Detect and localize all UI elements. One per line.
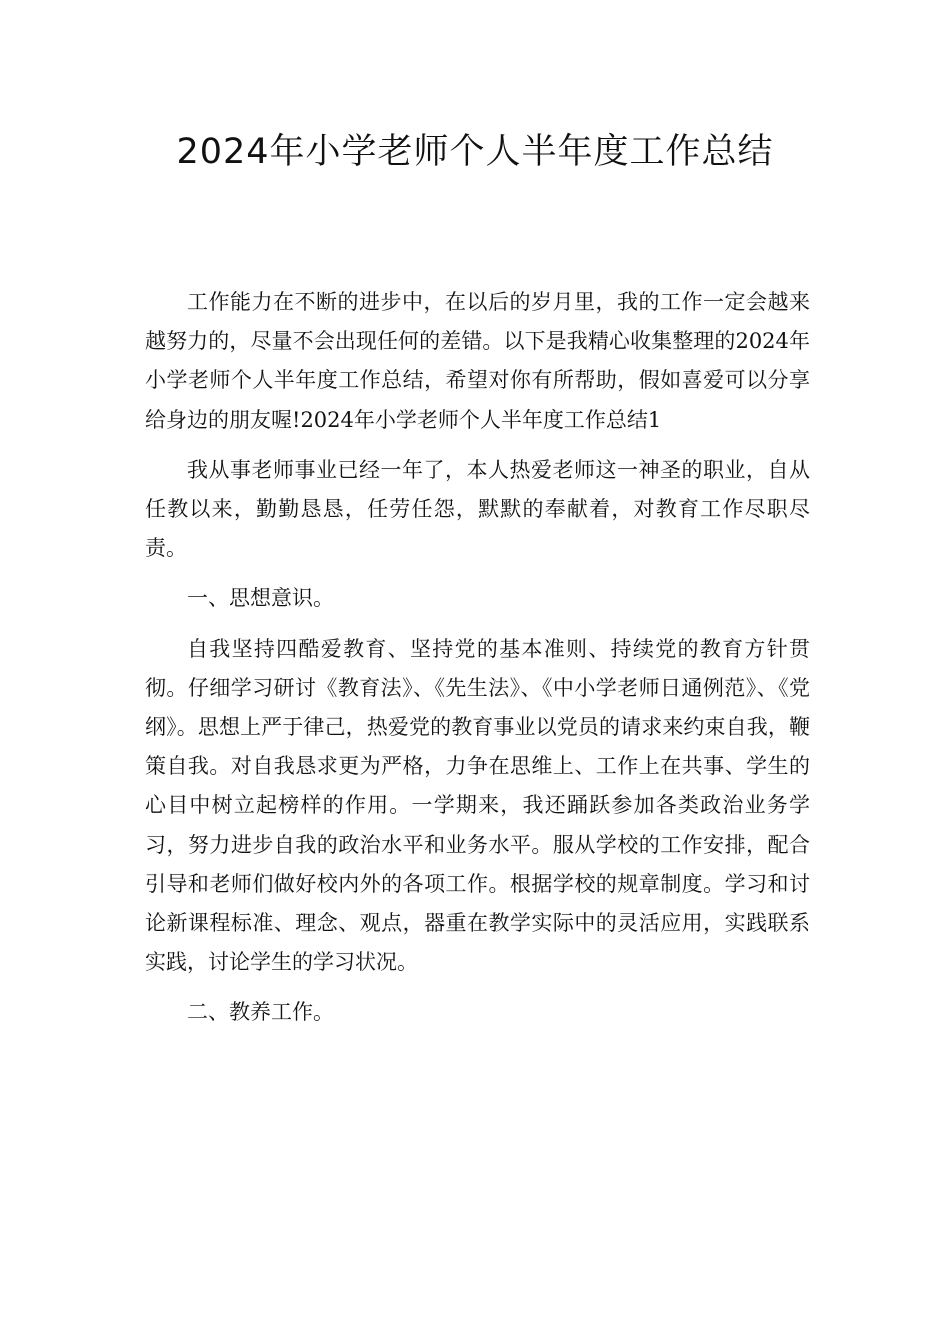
body-paragraph: 我从事老师事业已经一年了，本人热爱老师这一神圣的职业，自从任教以来，勤勤恳恳，任劳任怨，默默的奉献着，对教育工作尽职尽责。 <box>145 457 810 561</box>
section-heading: 二、教养工作。 <box>187 1000 334 1025</box>
body-paragraph: 自我坚持四酷爱教育、坚持党的基本准则、持续党的教育方针贯彻。仔细学习研讨《教育法》、《先生法》、《中小学老师日通例范》、《党纲》。思想上严于律己，热爱党的教育事业以党员的请求来约束自我，鞭策自我。对自我恳求更为严格，力争在思维上、工作上在共事、学生的心目中树立起榜样的作用。一学期来，我还踊跃参加各类政治业务学习，努力进步自我的政治水平和业务水平。服从学校的工作安排，配合引导和老师们做好校内外的各项工作。根据学校的规章制度。学习和讨论新课程标准、理念、观点，器重在教学实际中的灵活应用，实践联系实践，讨论学生的学习状况。 <box>145 636 810 975</box>
section-heading: 一、思想意识。 <box>187 586 334 611</box>
document-body <box>145 283 810 1044</box>
document-title: 2024年小学老师个人半年度工作总结 <box>176 132 774 172</box>
intro-paragraph: 工作能力在不断的进步中，在以后的岁月里，我的工作一定会越来越努力的，尽量不会出现任何的差错。以下是我精心收集整理的2024年小学老师个人半年度工作总结，希望对你有所帮助，假如喜爱可以分享给身边的朋友喔!2024年小学老师个人半年度工作总结1 <box>145 290 810 432</box>
